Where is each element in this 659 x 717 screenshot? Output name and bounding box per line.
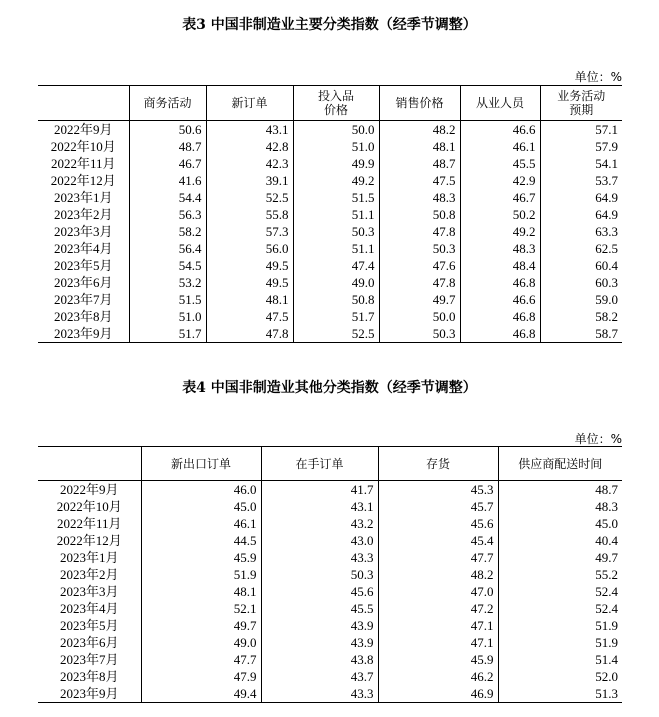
header-row	[38, 447, 622, 481]
table-cell: 47.5	[379, 172, 460, 189]
table-cell: 49.5	[206, 274, 293, 291]
table-cell: 48.2	[378, 566, 498, 583]
table-row	[38, 223, 622, 240]
table-cell: 43.1	[206, 121, 293, 139]
table-cell: 56.4	[129, 240, 206, 257]
table-cell: 62.5	[540, 240, 622, 257]
table-cell: 43.3	[261, 549, 378, 566]
table-cell: 43.2	[261, 515, 378, 532]
table-cell: 50.3	[379, 325, 460, 343]
table-cell: 50.2	[460, 206, 540, 223]
table-row	[38, 481, 622, 499]
table-cell: 50.0	[379, 308, 460, 325]
table-row	[38, 498, 622, 515]
row-label: 2022年9月	[53, 122, 113, 137]
table-cell: 51.1	[293, 206, 379, 223]
table-row	[38, 634, 622, 651]
table-cell: 48.7	[129, 138, 206, 155]
column-header	[38, 86, 129, 121]
table-row	[38, 532, 622, 549]
table-cell: 51.0	[293, 138, 379, 155]
table-cell: 50.3	[261, 566, 378, 583]
row-label: 2022年11月	[50, 156, 116, 171]
table-cell: 45.7	[378, 498, 498, 515]
table-cell: 47.1	[378, 617, 498, 634]
table-row	[38, 515, 622, 532]
table-cell: 51.7	[293, 308, 379, 325]
table-cell: 50.3	[293, 223, 379, 240]
table-cell: 42.3	[206, 155, 293, 172]
table-cell: 55.2	[498, 566, 622, 583]
table-cell: 47.6	[379, 257, 460, 274]
table-row	[38, 566, 622, 583]
table-cell: 48.7	[379, 155, 460, 172]
row-label: 2022年10月	[50, 139, 116, 154]
table-cell: 43.1	[261, 498, 378, 515]
column-header: 业务活动 预期	[540, 86, 622, 121]
table-cell: 51.5	[293, 189, 379, 206]
table-cell: 56.3	[129, 206, 206, 223]
table-cell: 57.9	[540, 138, 622, 155]
table-cell: 45.6	[261, 583, 378, 600]
column-header: 从业人员	[460, 86, 540, 121]
table-cell: 43.7	[261, 668, 378, 685]
table-cell: 50.0	[293, 121, 379, 139]
table-row	[38, 138, 622, 155]
table-cell: 52.5	[293, 325, 379, 343]
table-cell: 55.8	[206, 206, 293, 223]
table-cell: 60.4	[540, 257, 622, 274]
table-cell: 45.0	[141, 498, 261, 515]
table-cell: 43.9	[261, 634, 378, 651]
table-cell: 40.4	[498, 532, 622, 549]
table-cell: 47.1	[378, 634, 498, 651]
table-row	[38, 325, 622, 343]
table-cell: 49.7	[379, 291, 460, 308]
table-cell: 59.0	[540, 291, 622, 308]
table-cell: 57.1	[540, 121, 622, 139]
table-cell: 44.5	[141, 532, 261, 549]
table-cell: 52.1	[141, 600, 261, 617]
table-cell: 60.3	[540, 274, 622, 291]
table-cell: 49.4	[141, 685, 261, 703]
table-cell: 45.3	[378, 481, 498, 499]
table-cell: 54.4	[129, 189, 206, 206]
table-cell: 48.4	[460, 257, 540, 274]
table3-unit: 单位：%	[574, 70, 622, 84]
table-row	[38, 583, 622, 600]
row-label: 2023年6月	[59, 635, 119, 650]
table-cell: 52.0	[498, 668, 622, 685]
table-cell: 46.1	[460, 138, 540, 155]
table-cell: 64.9	[540, 206, 622, 223]
table-cell: 45.9	[378, 651, 498, 668]
table-row	[38, 685, 622, 703]
table-row	[38, 668, 622, 685]
table-row	[38, 206, 622, 223]
table-cell: 47.8	[379, 223, 460, 240]
table-cell: 53.2	[129, 274, 206, 291]
table-row	[38, 651, 622, 668]
table-cell: 46.1	[141, 515, 261, 532]
table-cell: 41.7	[261, 481, 378, 499]
column-header: 投入品 价格	[293, 86, 379, 121]
table-cell: 47.5	[206, 308, 293, 325]
table-cell: 39.1	[206, 172, 293, 189]
table-cell: 45.6	[378, 515, 498, 532]
table-cell: 48.7	[498, 481, 622, 499]
table-cell: 47.7	[141, 651, 261, 668]
row-label: 2023年1月	[53, 190, 113, 205]
row-label: 2023年7月	[59, 652, 119, 667]
table4-unit: 单位：%	[574, 432, 622, 446]
table-cell: 46.7	[129, 155, 206, 172]
table3-title: 表3 中国非制造业主要分类指数（经季节调整）	[182, 17, 477, 33]
table-cell: 49.9	[293, 155, 379, 172]
table-row	[38, 274, 622, 291]
table-cell: 41.6	[129, 172, 206, 189]
table-cell: 48.2	[379, 121, 460, 139]
table-cell: 46.2	[378, 668, 498, 685]
table-cell: 46.8	[460, 308, 540, 325]
table-cell: 45.4	[378, 532, 498, 549]
table-cell: 45.5	[460, 155, 540, 172]
table-cell: 53.7	[540, 172, 622, 189]
table-cell: 58.7	[540, 325, 622, 343]
row-label: 2022年9月	[59, 482, 119, 497]
table-cell: 58.2	[129, 223, 206, 240]
table-row	[38, 549, 622, 566]
table-cell: 43.3	[261, 685, 378, 703]
table-cell: 49.5	[206, 257, 293, 274]
table-cell: 46.7	[460, 189, 540, 206]
table-cell: 46.6	[460, 121, 540, 139]
table-cell: 48.1	[206, 291, 293, 308]
table-row	[38, 189, 622, 206]
table-cell: 47.0	[378, 583, 498, 600]
table-cell: 47.9	[141, 668, 261, 685]
table-row	[38, 291, 622, 308]
row-label: 2022年12月	[56, 533, 122, 548]
row-label: 2023年2月	[59, 567, 119, 582]
table-cell: 46.8	[460, 274, 540, 291]
row-label: 2023年5月	[53, 258, 113, 273]
column-header: 新订单	[206, 86, 293, 121]
table-cell: 48.3	[460, 240, 540, 257]
column-header: 存货	[378, 447, 498, 481]
header-row	[38, 86, 622, 121]
table-cell: 46.8	[460, 325, 540, 343]
row-label: 2022年11月	[56, 516, 122, 531]
row-label: 2023年2月	[53, 207, 113, 222]
table-cell: 49.0	[293, 274, 379, 291]
table-row	[38, 308, 622, 325]
table-cell: 51.0	[129, 308, 206, 325]
table-cell: 50.8	[293, 291, 379, 308]
row-label: 2023年8月	[59, 669, 119, 684]
table-cell: 43.9	[261, 617, 378, 634]
table3	[38, 85, 622, 343]
column-header: 供应商配送时间	[498, 447, 622, 481]
table-cell: 42.9	[460, 172, 540, 189]
row-label: 2023年9月	[53, 326, 113, 341]
table-row	[38, 617, 622, 634]
column-header: 销售价格	[379, 86, 460, 121]
table-cell: 63.3	[540, 223, 622, 240]
table-cell: 46.6	[460, 291, 540, 308]
table-cell: 49.2	[293, 172, 379, 189]
row-label: 2023年3月	[53, 224, 113, 239]
table-cell: 43.8	[261, 651, 378, 668]
row-label: 2023年5月	[59, 618, 119, 633]
row-label: 2023年4月	[53, 241, 113, 256]
table-cell: 49.0	[141, 634, 261, 651]
table-cell: 51.9	[498, 617, 622, 634]
column-header: 新出口订单	[141, 447, 261, 481]
table-cell: 47.4	[293, 257, 379, 274]
row-label: 2023年7月	[53, 292, 113, 307]
table-cell: 64.9	[540, 189, 622, 206]
table-cell: 49.7	[141, 617, 261, 634]
table-cell: 48.1	[379, 138, 460, 155]
table-cell: 45.0	[498, 515, 622, 532]
table4-title: 表4 中国非制造业其他分类指数（经季节调整）	[182, 380, 477, 396]
table-cell: 47.8	[379, 274, 460, 291]
table-cell: 51.7	[129, 325, 206, 343]
table-cell: 54.1	[540, 155, 622, 172]
table-cell: 45.5	[261, 600, 378, 617]
row-label: 2023年9月	[59, 686, 119, 701]
table-cell: 52.4	[498, 583, 622, 600]
table-cell: 54.5	[129, 257, 206, 274]
table-cell: 56.0	[206, 240, 293, 257]
table-cell: 51.3	[498, 685, 622, 703]
table-cell: 58.2	[540, 308, 622, 325]
table-cell: 49.7	[498, 549, 622, 566]
table-cell: 47.7	[378, 549, 498, 566]
table-row	[38, 600, 622, 617]
table-cell: 52.4	[498, 600, 622, 617]
table-cell: 50.3	[379, 240, 460, 257]
table-row	[38, 240, 622, 257]
table-cell: 46.9	[378, 685, 498, 703]
table-cell: 47.2	[378, 600, 498, 617]
row-label: 2022年12月	[50, 173, 116, 188]
row-label: 2022年10月	[56, 499, 122, 514]
table-cell: 51.5	[129, 291, 206, 308]
table-cell: 48.3	[498, 498, 622, 515]
table-cell: 48.1	[141, 583, 261, 600]
table-row	[38, 155, 622, 172]
row-label: 2023年1月	[59, 550, 119, 565]
table-cell: 52.5	[206, 189, 293, 206]
table-cell: 43.0	[261, 532, 378, 549]
table-cell: 47.8	[206, 325, 293, 343]
table-cell: 51.9	[141, 566, 261, 583]
row-label: 2023年6月	[53, 275, 113, 290]
table-cell: 50.8	[379, 206, 460, 223]
table-row	[38, 257, 622, 274]
column-header	[38, 447, 141, 481]
row-label: 2023年8月	[53, 309, 113, 324]
table-row	[38, 121, 622, 139]
table-cell: 57.3	[206, 223, 293, 240]
table-cell: 45.9	[141, 549, 261, 566]
row-label: 2023年3月	[59, 584, 119, 599]
table-cell: 49.2	[460, 223, 540, 240]
table-cell: 50.6	[129, 121, 206, 139]
table-cell: 46.0	[141, 481, 261, 499]
column-header: 在手订单	[261, 447, 378, 481]
column-header: 商务活动	[129, 86, 206, 121]
table-row	[38, 172, 622, 189]
table-cell: 48.3	[379, 189, 460, 206]
table-cell: 51.1	[293, 240, 379, 257]
table-cell: 42.8	[206, 138, 293, 155]
row-label: 2023年4月	[59, 601, 119, 616]
table-cell: 51.4	[498, 651, 622, 668]
table4	[38, 446, 622, 703]
table-cell: 51.9	[498, 634, 622, 651]
